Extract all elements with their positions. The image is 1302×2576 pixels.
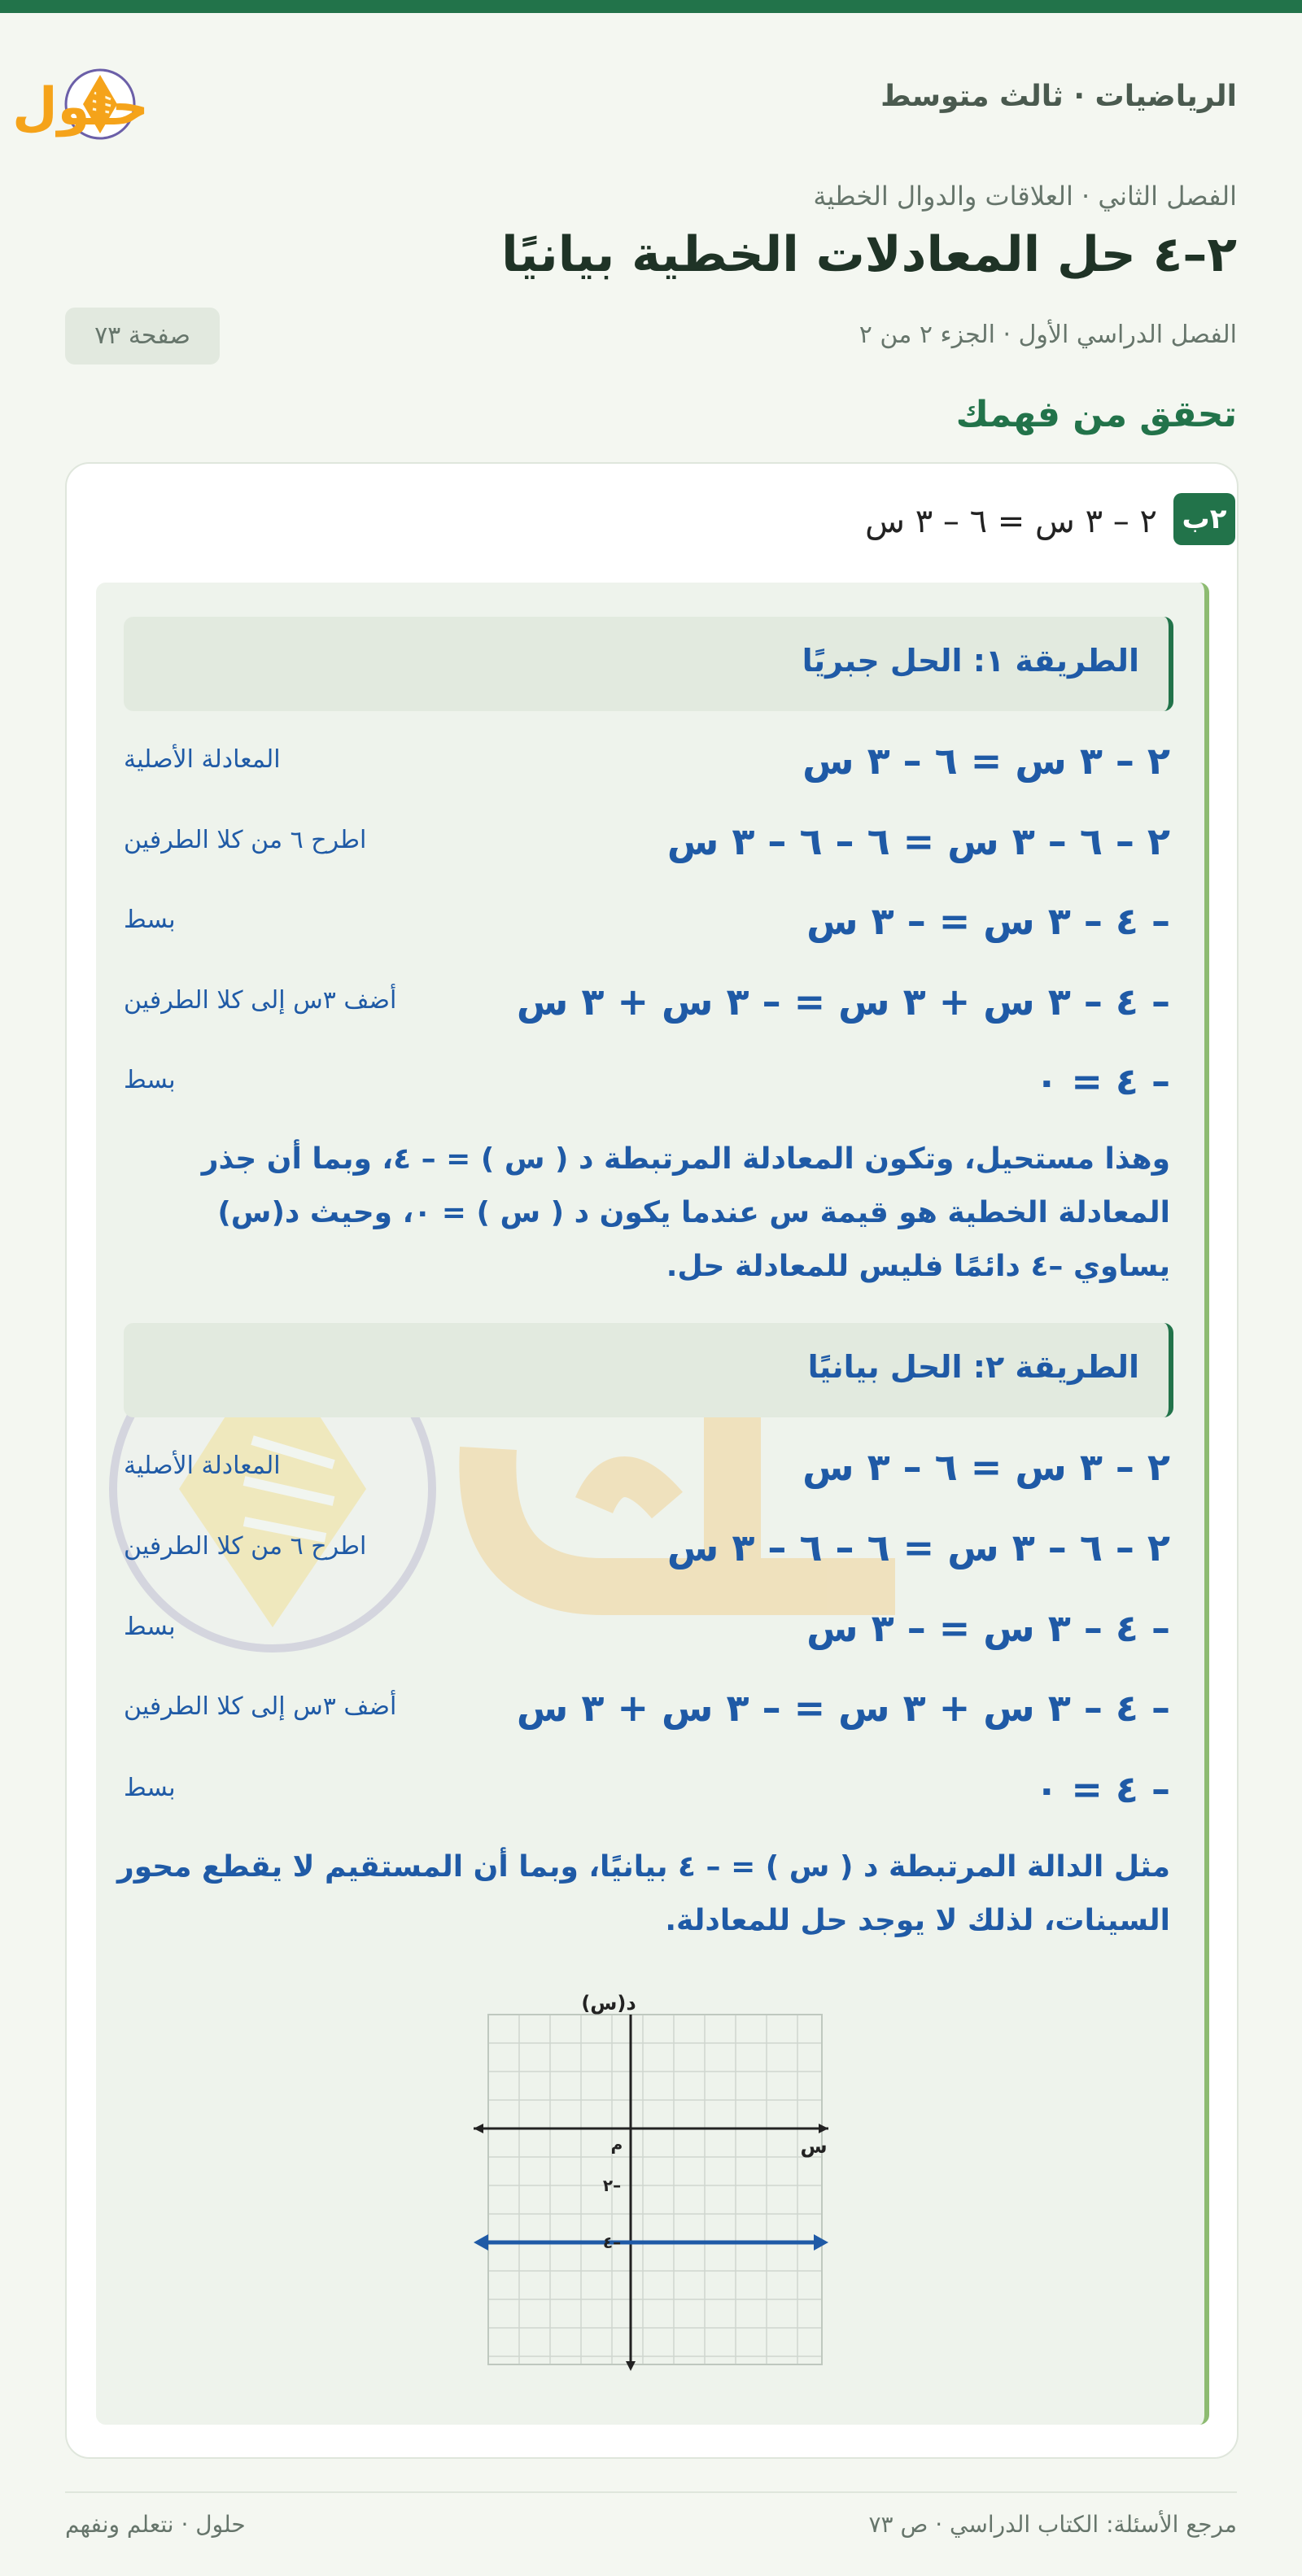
y-tick-label: –٤ (602, 2233, 622, 2252)
step-note: المعادلة الأصلية (124, 745, 281, 774)
step-equation: – ٤ = ٠ (1035, 1767, 1170, 1811)
x-axis-arrow (819, 2124, 828, 2133)
step-equation: ٢ – ٣ س = ٦ – ٣ س (802, 1445, 1170, 1489)
step-note: المعادلة الأصلية (124, 1452, 281, 1480)
method-2-heading-text: الطريقة ٢: الحل بيانيًا (807, 1349, 1139, 1385)
y-tick-label: –٢ (602, 2176, 622, 2195)
graph-grid (488, 2015, 822, 2364)
chapter-label: الفصل الثاني · العلاقات والدوال الخطية (813, 181, 1237, 212)
step-note: أضف ٣س إلى كلا الطرفين (124, 1692, 397, 1721)
page-number-badge: صفحة ٧٣ (65, 308, 220, 365)
brand-logo[interactable] (12, 47, 291, 145)
step-equation: – ٤ – ٣ س = – ٣ س (806, 1606, 1170, 1650)
function-graph (464, 1985, 838, 2376)
step-note: اطرح ٦ من كلا الطرفين (124, 1532, 367, 1561)
grid-frame (488, 2015, 822, 2364)
step-note: بسط (124, 1613, 176, 1641)
footer-tagline: حلول · نتعلم ونفهم (65, 2511, 246, 2538)
function-line-arrow (474, 2234, 488, 2251)
page-title: ٢–٤ حل المعادلات الخطية بيانيًا (501, 226, 1237, 283)
top-accent-bar (0, 0, 1302, 13)
step-note: أضف ٣س إلى كلا الطرفين (124, 986, 397, 1015)
step-note: اطرح ٦ من كلا الطرفين (124, 826, 367, 854)
method-1-heading-text: الطريقة ١: الحل جبريًا (802, 643, 1139, 679)
step-equation: ٢ – ٦ – ٣ س = ٦ – ٦ – ٣ س (666, 1526, 1170, 1570)
question-number-badge: ٢ب (1173, 493, 1235, 545)
step-note: بسط (124, 1774, 176, 1802)
subject-label: الرياضيات · ثالث متوسط (880, 80, 1237, 113)
method-2-conclusion: مثل الدالة المرتبطة د ( س ) = – ٤ بيانيًا، وبما أن المستقيم لا يقطع محور السينات، لذلك لا يوجد حل للمعادلة. (116, 1850, 1170, 1937)
step-equation: – ٤ – ٣ س = – ٣ س (806, 899, 1170, 943)
footer-reference: مرجع الأسئلة: الكتاب الدراسي · ص ٧٣ (868, 2511, 1237, 2538)
y-axis-arrow (626, 2361, 636, 2371)
x-axis-label: س (800, 2135, 828, 2158)
step-equation: ٢ – ٦ – ٣ س = ٦ – ٦ – ٣ س (666, 819, 1170, 863)
x-axis-arrow (474, 2124, 483, 2133)
method-2-heading (124, 1323, 1173, 1417)
brand-wordmark: حلول (12, 77, 149, 138)
step-equation: ٢ – ٣ س = ٦ – ٣ س (802, 739, 1170, 783)
method-1-heading (124, 617, 1173, 711)
origin-label: م (610, 2134, 623, 2154)
step-equation: – ٤ – ٣ س + ٣ س = – ٣ س + ٣ س (516, 1686, 1170, 1730)
question-text: ٢ – ٣ س = ٦ – ٣ س (865, 503, 1157, 540)
y-axis-label: د(س) (581, 1992, 636, 2015)
step-equation: – ٤ = ٠ (1035, 1059, 1170, 1103)
semester-label: الفصل الدراسي الأول · الجزء ٢ من ٢ (859, 321, 1237, 349)
step-equation: – ٤ – ٣ س + ٣ س = – ٣ س + ٣ س (516, 980, 1170, 1024)
section-title: تحقق من فهمك (955, 394, 1237, 435)
step-note: بسط (124, 906, 176, 934)
step-note: بسط (124, 1066, 176, 1094)
footer-divider (65, 2491, 1237, 2493)
method-1-conclusion: وهذا مستحيل، وتكون المعادلة المرتبطة د ( س ) = – ٤، وبما أن جذر المعادلة الخطية هو قيمة س عندما يكون د ( س ) = ٠، وحيث د(س) يساوي –٤ دائمًا فليس للمعادلة حل. (201, 1142, 1170, 1283)
